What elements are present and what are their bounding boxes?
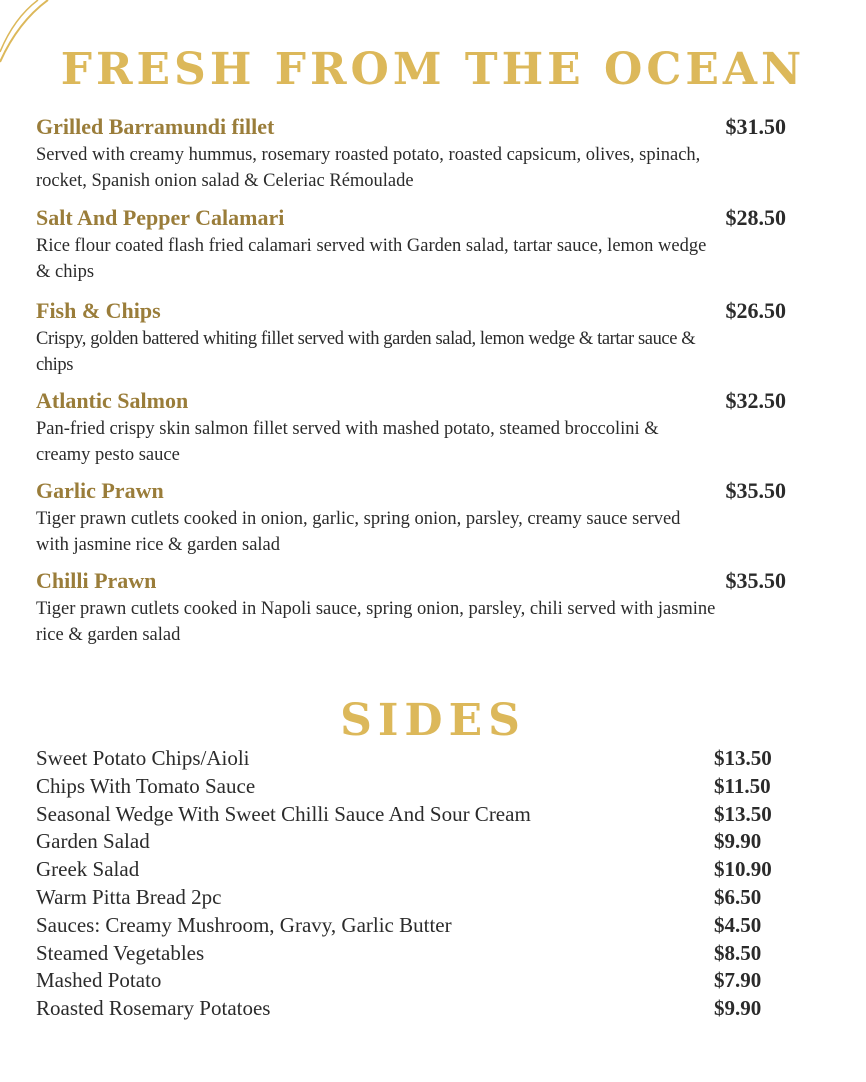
dish-description: Served with creamy hummus, rosemary roasted potato, roasted capsicum, olives, spinach, rocket, Spanish onion salad & Celeriac Rémoulade — [36, 145, 701, 191]
side-name: Chips With Tomato Sauce — [36, 773, 256, 798]
dish-name: Salt And Pepper Calamari — [36, 205, 285, 230]
side-name: Warm Pitta Bread 2pc — [36, 884, 222, 909]
sides-section-title: SIDES — [340, 695, 526, 746]
side-name: Steamed Vegetables — [36, 940, 205, 965]
dish-price: $31.50 — [725, 114, 786, 139]
side-item — [36, 912, 786, 940]
ocean-section-title: FRESH FROM THE OCEAN — [60, 44, 806, 95]
side-item — [36, 856, 786, 884]
side-item — [36, 995, 786, 1023]
dish-price: $35.50 — [725, 478, 786, 503]
dish-name: Grilled Barramundi fillet — [36, 114, 275, 139]
dish-price: $35.50 — [725, 568, 786, 593]
side-price: $10.90 — [714, 857, 772, 882]
dish-name: Garlic Prawn — [36, 478, 164, 503]
side-name: Garden Salad — [36, 829, 150, 854]
side-price: $13.50 — [714, 801, 772, 826]
dish-name: Atlantic Salmon — [36, 388, 189, 413]
dish-price: $28.50 — [725, 205, 786, 230]
side-price: $11.50 — [714, 773, 771, 798]
side-price: $4.50 — [714, 912, 762, 937]
side-name: Sweet Potato Chips/Aioli — [36, 746, 250, 770]
side-price: $13.50 — [714, 746, 772, 770]
side-item — [36, 828, 786, 856]
side-name: Greek Salad — [36, 857, 140, 882]
side-name: Roasted Rosemary Potatoes — [36, 996, 271, 1021]
side-price: $9.90 — [714, 829, 762, 854]
dish-description: Tiger prawn cutlets cooked in Napoli sauce, spring onion, parsley, chili served with jasmine rice & garden salad — [36, 599, 716, 645]
side-price: $9.90 — [714, 996, 762, 1021]
dish-description: Tiger prawn cutlets cooked in onion, garlic, spring onion, parsley, creamy sauce served with jasmine rice & garden salad — [36, 509, 681, 555]
side-price: $8.50 — [714, 940, 762, 965]
side-item — [36, 940, 786, 968]
side-price: $7.90 — [714, 968, 762, 993]
side-name: Mashed Potato — [36, 968, 162, 993]
dish-description: Rice flour coated flash fried calamari served with Garden salad, tartar sauce, lemon wedge & chips — [36, 236, 707, 282]
side-item — [36, 967, 786, 995]
dish-description: Crispy, golden battered whiting fillet served with garden salad, lemon wedge & tartar sauce & chips — [36, 329, 696, 375]
side-item — [36, 745, 786, 773]
side-item — [36, 773, 786, 801]
side-name: Seasonal Wedge With Sweet Chilli Sauce And Sour Cream — [36, 801, 531, 826]
side-price: $6.50 — [714, 884, 762, 909]
dish-price: $32.50 — [725, 388, 786, 413]
side-item — [36, 801, 786, 829]
side-item — [36, 884, 786, 912]
sides-list — [36, 745, 786, 1023]
dish-description: Pan-fried crispy skin salmon fillet served with mashed potato, steamed broccolini & creamy pesto sauce — [36, 419, 659, 465]
dish-name: Chilli Prawn — [36, 568, 157, 593]
dish-price: $26.50 — [725, 298, 786, 323]
dish-name: Fish & Chips — [36, 298, 161, 323]
side-name: Sauces: Creamy Mushroom, Gravy, Garlic Butter — [36, 912, 452, 937]
